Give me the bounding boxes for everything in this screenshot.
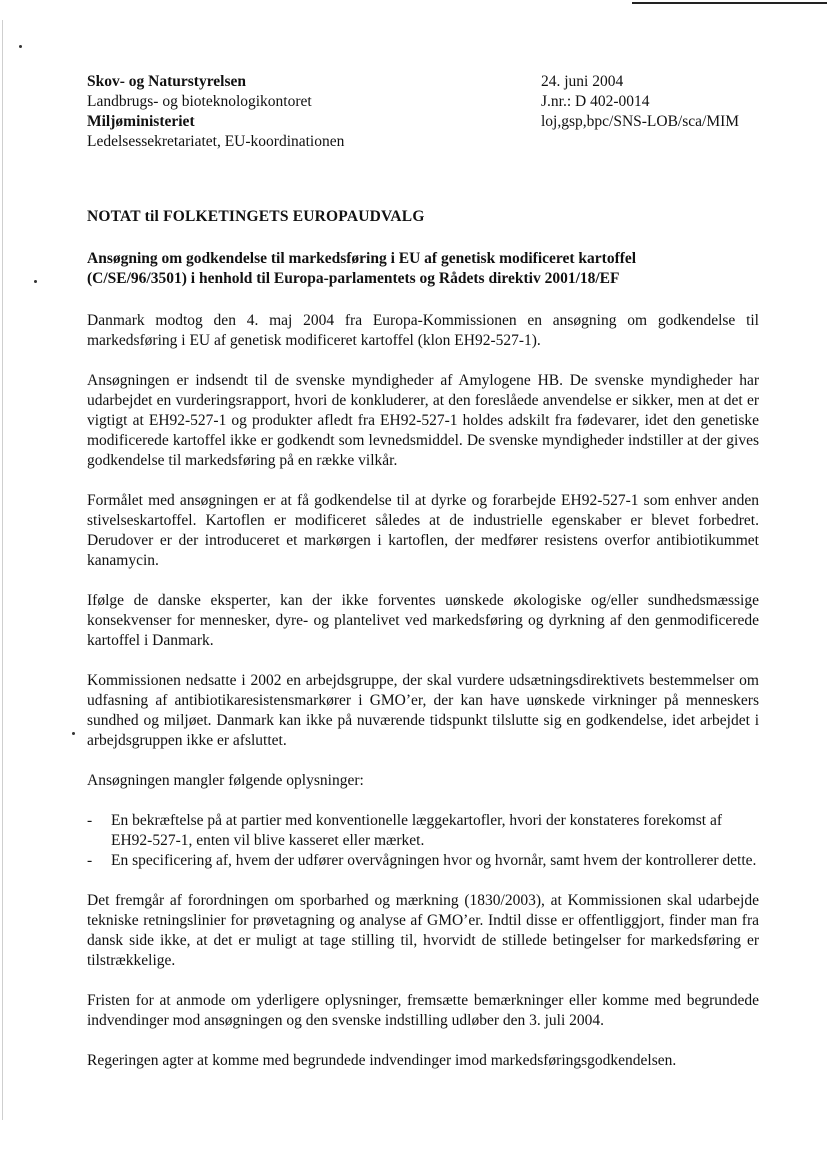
memo-body	[87, 311, 759, 1091]
body-paragraph: Ifølge de danske eksperter, kan der ikke forventes uønskede økologiske og/eller sundhedsmæssige konsekvenser for mennesker, dyre- og plantelivet ved markedsføring og dyrkning af den genmodificerede kartoffel i Danmark.	[87, 592, 759, 649]
dash-bullet: -	[87, 812, 93, 829]
list-item-text: En specificering af, hvem der udfører overvågningen hvor og hvornår, samt hvem der kontrollerer dette.	[111, 852, 757, 869]
document-date: 24. juni 2004	[541, 73, 624, 90]
office-name: Landbrugs- og bioteknologikontoret	[87, 93, 312, 110]
sender-block	[87, 72, 507, 152]
missing-info-intro: Ansøgningen mangler følgende oplysninger:	[87, 772, 364, 789]
document-title: NOTAT til FOLKETINGETS EUROPAUDVALG	[87, 208, 425, 225]
dash-bullet: -	[87, 852, 93, 869]
body-paragraph: Fristen for at anmode om yderligere oplysninger, fremsætte bemærkninger eller komme med begrundede indvendinger mod ansøgningen og den svenske indstilling udløber den 3. juli 2004.	[87, 992, 759, 1029]
body-paragraph: Regeringen agter at komme med begrundede indvendinger imod markedsføringsgodkendelsen.	[87, 1052, 677, 1069]
scan-speck	[34, 280, 37, 283]
scan-speck	[72, 732, 75, 735]
list-item-text: En bekræftelse på at partier med konventionelle læggekartofler, hvori der konstateres forekomst af EH92-527-1, enten vil blive kasseret eller mærket.	[111, 812, 722, 849]
body-paragraph: Ansøgningen er indsendt til de svenske myndigheder af Amylogene HB. De svenske myndigheder har udarbejdet en vurderingsrapport, hvori de konkluderer, at den foreslåede anvendelse er sikker, men at det er vigtigt at EH92-527-1 og produkter afledt fra EH92-527-1 holdes adskilt fra fødevarer, idet den genetiske modificerede kartoffel ikke er godkendt som levnedsmiddel. De svenske myndigheder indstiller at der gives godkendelse til markedsføring på en række vilkår.	[87, 372, 759, 469]
scan-speck	[19, 45, 22, 48]
scan-edge-line-left	[2, 20, 3, 1120]
list-item	[87, 811, 759, 851]
journal-number: J.nr.: D 402-0014	[541, 93, 650, 110]
ministry-name: Miljøministeriet	[87, 113, 195, 130]
body-paragraph: Formålet med ansøgningen er at få godkendelse til at dyrke og forarbejde EH92-527-1 som enhver anden stivelseskartoffel. Kartoflen er modificeret således at de industrielle egenskaber er blevet forbedret. Derudover er der introduceret et markørgen i kartoflen, der medfører resistens overfor antibiotikummet kanamycin.	[87, 492, 759, 569]
initials-reference: loj,gsp,bpc/SNS-LOB/sca/MIM	[541, 113, 740, 130]
list-item	[87, 851, 759, 871]
body-paragraph: Kommissionen nedsatte i 2002 en arbejdsgruppe, der skal vurdere udsætningsdirektivets bestemmelser om udfasning af antibiotikaresistensmarkører i GMO’er, der kan have uønskede virkninger på menneskers sundhed og miljøet. Danmark kan ikke på nuværende tidspunkt tilslutte sig en godkendelse, idet arbejdet i arbejdsgruppen ikke er afsluttet.	[87, 672, 759, 749]
scan-edge-line-top	[632, 2, 827, 4]
missing-info-list	[87, 811, 759, 871]
reference-block	[541, 72, 771, 132]
body-paragraph: Danmark modtog den 4. maj 2004 fra Europa-Kommissionen en ansøgning om godkendelse til markedsføring i EU af genetisk modificeret kartoffel (klon EH92-527-1).	[87, 312, 759, 349]
body-paragraph: Det fremgår af forordningen om sporbarhed og mærkning (1830/2003), at Kommissionen skal udarbejde tekniske retningslinier for prøvetagning og analyse af GMO’er. Indtil disse er offentliggjort, finder man fra dansk side ikke, at det er muligt at tage stilling til, hvorvidt de stillede betingelser for markedsføring er tilstrækkelige.	[87, 892, 759, 969]
secretariat-name: Ledelsessekretariatet, EU-koordinationen	[87, 133, 345, 150]
subject-heading: Ansøgning om godkendelse til markedsføring i EU af genetisk modificeret kartoffel (C/SE/96/3501) i henhold til Europa-parlamentets og Rådets direktiv 2001/18/EF	[87, 250, 637, 287]
agency-name: Skov- og Naturstyrelsen	[87, 73, 247, 90]
